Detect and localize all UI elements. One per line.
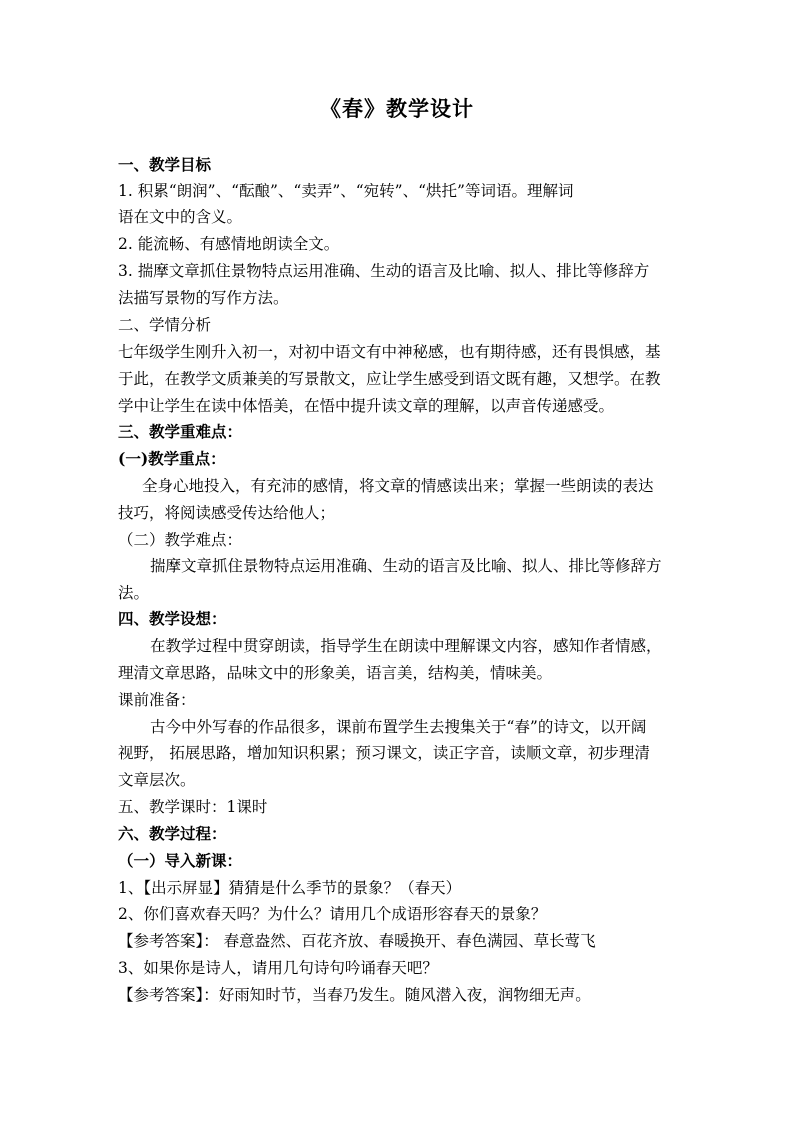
heading-key-points: 三、教学重难点： xyxy=(118,422,243,441)
heading-teaching-goals: 一、教学目标 xyxy=(118,155,212,174)
preparation-line-2: 视野， 拓展思路，增加知识积累；预习课文，读正字音，读顺文章，初步理清 xyxy=(118,744,650,762)
heading-teaching-ideas: 四、教学设想： xyxy=(118,609,227,628)
ideas-line-2: 理清文章思路，品味文中的形象美，语言美，结构美，情味美。 xyxy=(118,664,553,682)
reference-answer-1: 【参考答案】： 春意盎然、百花齐放、春暖换开、春色满园、草长莺飞 xyxy=(118,932,596,950)
heading-preparation: 课前准备： xyxy=(118,691,196,709)
subheading-key-point: (一)教学重点： xyxy=(118,449,226,468)
preparation-line-1: 古今中外写春的作品很多，课前布置学生去搜集关于“春”的诗文，以开阔 xyxy=(150,718,647,736)
heading-teaching-process: 六、教学过程： xyxy=(118,824,227,843)
analysis-line-2: 于此，在教学文质兼美的写景散文，应让学生感受到语文既有趣，又想学。在教 xyxy=(118,370,661,388)
goal-1-line-2: 语在文中的含义。 xyxy=(118,208,243,226)
reference-answer-2: 【参考答案】：好雨知时节，当春乃发生。随风潜入夜，润物细无声。 xyxy=(118,986,591,1004)
heading-student-analysis: 二、学情分析 xyxy=(118,316,212,334)
process-item-3: 3、如果你是诗人，请用几句诗句吟诵春天吧？ xyxy=(118,959,438,977)
difficulty-line-1: 揣摩文章抓住景物特点运用准确、生动的语言及比喻、拟人、排比等修辞方 xyxy=(150,557,662,575)
subheading-difficulty: （二）教学难点： xyxy=(118,531,243,549)
page-title: 《春》教学设计 xyxy=(320,96,474,121)
analysis-line-3: 学中让学生在读中体悟美，在悟中提升读文章的理解，以声音传递感受。 xyxy=(118,397,615,415)
heading-class-hours: 五、教学课时：1课时 xyxy=(118,798,268,816)
preparation-line-3: 文章层次。 xyxy=(118,771,196,789)
process-item-1: 1、【出示屏显】猜猜是什么季节的景象？（春天） xyxy=(118,879,462,897)
goal-3-line-2: 法描写景物的写作方法。 xyxy=(118,289,289,307)
goal-3-line-1: 3. 揣摩文章抓住景物特点运用准确、生动的语言及比喻、拟人、排比等修辞方 xyxy=(118,262,650,280)
goal-1-line-1: 1. 积累“朗润”、“酝酿”、“卖弄”、“宛转”、“烘托”等词语。理解词 xyxy=(118,182,574,200)
ideas-line-1: 在教学过程中贯穿朗读，指导学生在朗读中理解课文内容，感知作者情感， xyxy=(150,637,662,655)
subheading-introduction: （一）导入新课： xyxy=(118,851,243,870)
goal-2: 2. 能流畅、有感情地朗读全文。 xyxy=(118,235,340,253)
analysis-line-1: 七年级学生刚升入初一，对初中语文有中神秘感，也有期待感，还有畏惧感，基 xyxy=(118,343,661,361)
key-point-line-2: 技巧，将阅读感受传达给他人； xyxy=(118,504,336,522)
difficulty-line-2: 法。 xyxy=(118,584,150,602)
process-item-2: 2、你们喜欢春天吗？为什么？请用几个成语形容春天的景象？ xyxy=(118,905,547,923)
key-point-line-1: 全身心地投入，有充沛的感情，将文章的情感读出来；掌握一些朗读的表达 xyxy=(142,477,654,495)
